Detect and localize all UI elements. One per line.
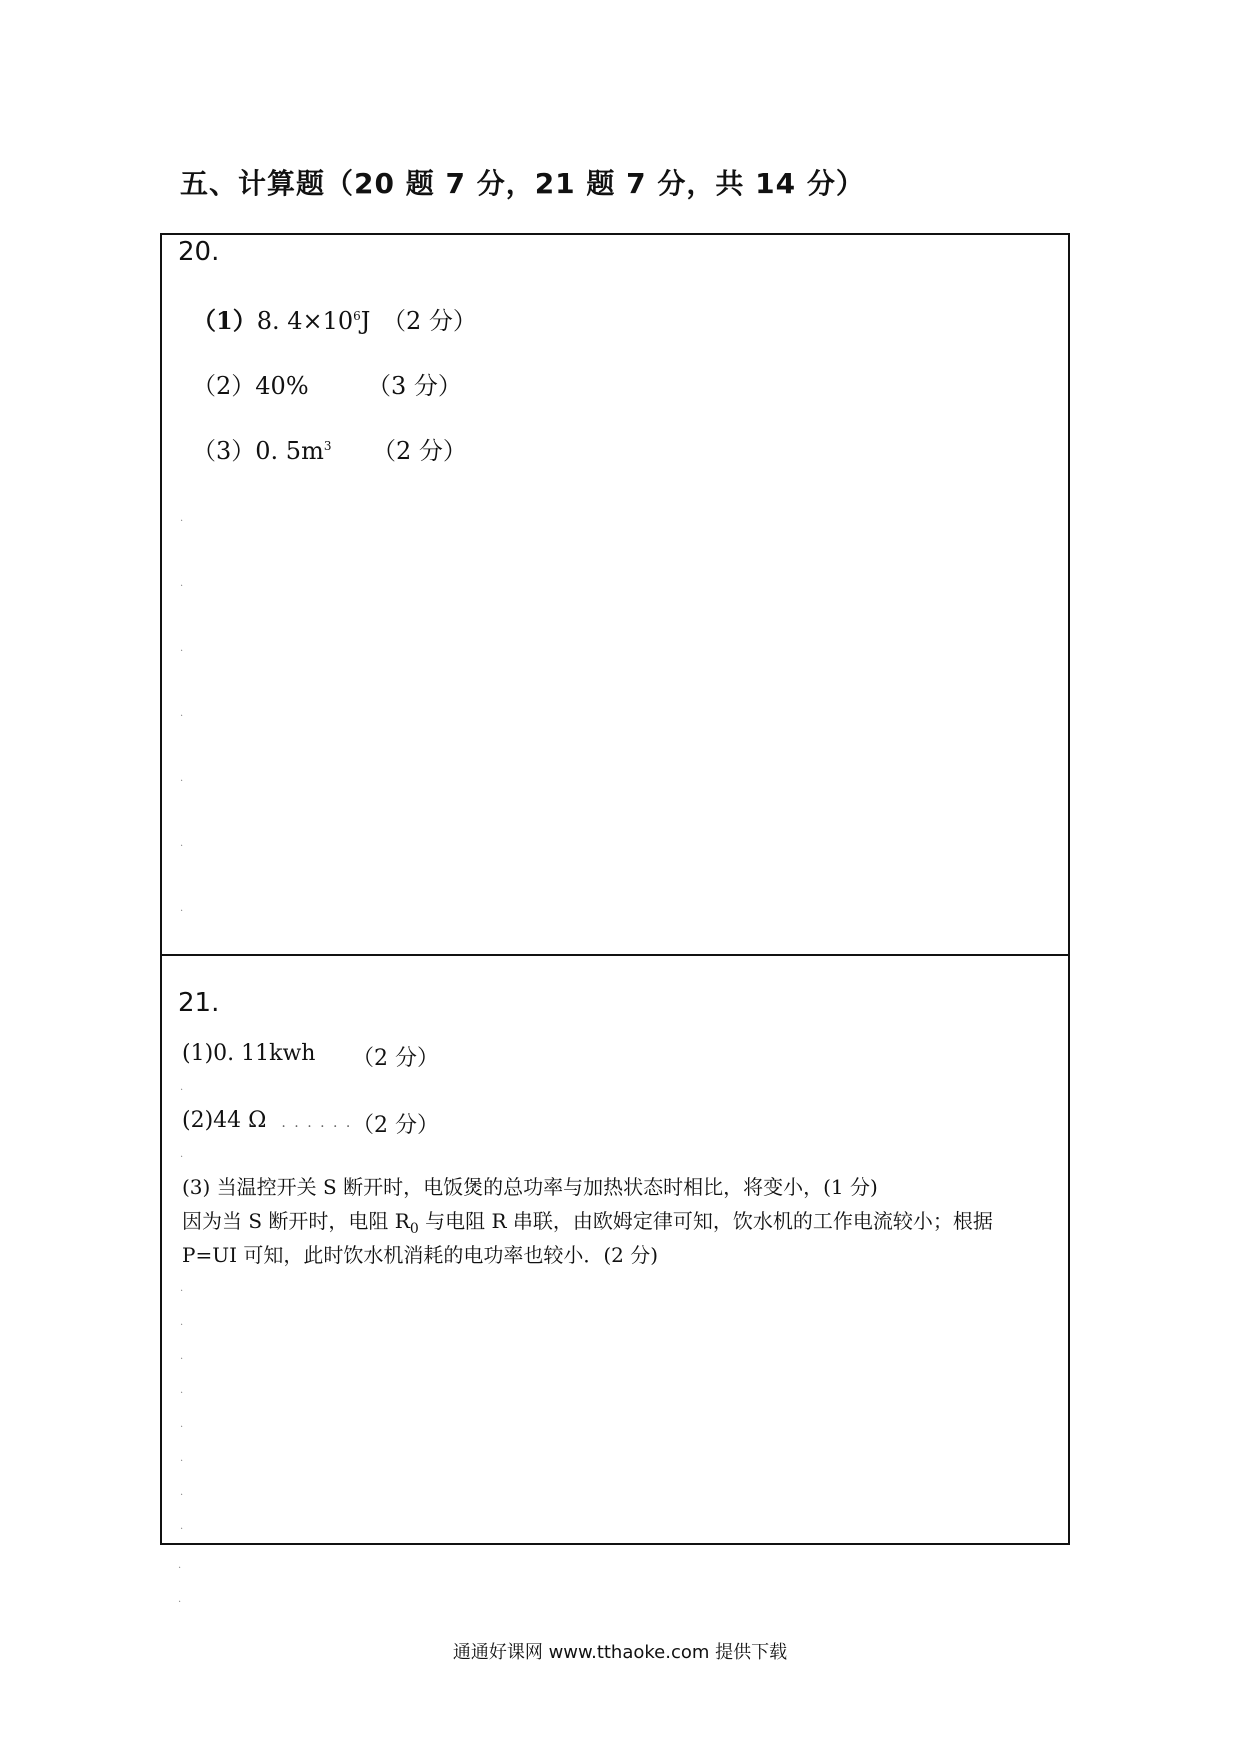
q20-answer-3-score: （2 分） [372, 437, 467, 465]
paragraph-mark: . [180, 838, 184, 849]
paragraph-mark: . [180, 578, 184, 589]
paragraph-mark: . [180, 1082, 184, 1093]
q20-answer-3-value: 0. 5m [255, 437, 324, 465]
q21-part-3-line-3: P=UI 可知，此时饮水机消耗的电功率也较小．(2 分) [182, 1243, 659, 1267]
paragraph-mark: . [180, 1385, 184, 1396]
paragraph-mark: . [180, 1351, 184, 1362]
q21-answer-2-label: (2) [182, 1108, 214, 1133]
q21-part-3-line-1: (3) 当温控开关 S 断开时，电饭煲的总功率与加热状态时相比，将变小，(1 分) [182, 1175, 878, 1199]
question-21-number: 21. [178, 988, 220, 1018]
question-20-box [160, 233, 1070, 956]
paragraph-mark: . [180, 1487, 184, 1498]
paragraph-mark: . [180, 1521, 184, 1532]
paragraph-mark: . [180, 1149, 184, 1160]
q20-answer-1-value: 8. 4×10 [256, 307, 354, 335]
q20-answer-3-exponent: 3 [323, 439, 332, 453]
q21-answer-2-score: （2 分） [352, 1113, 439, 1138]
q21-answer-1-label: (1) [182, 1041, 214, 1066]
q20-answer-3 [192, 431, 467, 466]
section-title: 五、计算题（20 题 7 分，21 题 7 分，共 14 分） [180, 167, 865, 200]
q21-answer-1 [182, 1041, 439, 1071]
paragraph-mark: . [178, 1594, 182, 1605]
q21-part-3 [182, 1170, 1062, 1272]
paragraph-mark: . [180, 708, 184, 719]
q20-answer-2-label: （2） [192, 372, 256, 400]
q20-answer-1-score: （2 分） [382, 307, 477, 335]
q21-part-3-line-2-post: 与电阻 R 串联，由欧姆定律可知，饮水机的工作电流较小；根据 [418, 1209, 993, 1233]
paragraph-mark: . [180, 1283, 184, 1294]
paragraph-mark: . [180, 1419, 184, 1430]
question-20-number: 20. [178, 237, 220, 267]
footer-text: 通通好课网 www.tthaoke.com 提供下载 [452, 1642, 788, 1663]
q21-answer-2-value: 44 Ω [213, 1108, 267, 1133]
paragraph-mark: . [180, 1453, 184, 1464]
q20-answer-1-exponent: 6 [353, 309, 361, 323]
q20-answer-2 [192, 366, 462, 401]
q21-answer-1-value: 0. 11kwh [213, 1041, 316, 1066]
question-21-box [160, 954, 1070, 1545]
q20-answer-2-value: 40% [255, 372, 309, 400]
q20-answer-3-label: （3） [192, 437, 256, 465]
q21-part-3-line-2 [182, 1204, 1062, 1238]
q21-part-3-line-2-pre: 因为当 S 断开时，电阻 R [182, 1209, 410, 1233]
paragraph-mark: . [180, 773, 184, 784]
q21-part-3-subscript: 0 [409, 1221, 419, 1237]
q20-answer-1-unit: J [360, 307, 371, 335]
paragraph-mark: . [180, 643, 184, 654]
paragraph-mark: . [180, 903, 184, 914]
paragraph-mark: . [178, 1560, 182, 1571]
q20-answer-2-score: （3 分） [367, 372, 462, 400]
q21-answer-1-score: （2 分） [352, 1046, 439, 1071]
q20-answer-1-label: （1） [192, 306, 257, 335]
paragraph-mark: . [180, 513, 184, 524]
paragraph-mark: . [180, 1317, 184, 1328]
q20-answer-1 [192, 301, 477, 336]
q21-answer-2-dots: . . . . . . [281, 1115, 353, 1131]
q21-answer-2 [182, 1108, 439, 1138]
